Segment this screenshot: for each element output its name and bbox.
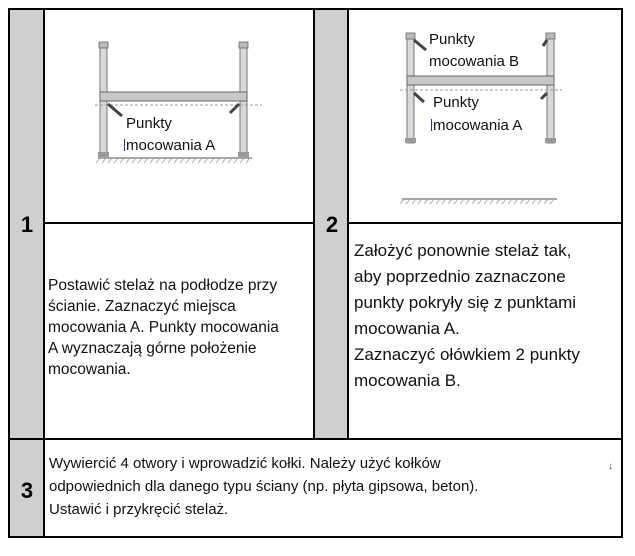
text-line: odpowiednich dla danego typu ściany (np. płyta gipsowa, beton). bbox=[49, 478, 479, 495]
step-2-number: 2 bbox=[325, 212, 339, 237]
text-line: Zaznaczyć ołówkiem 2 punkty bbox=[354, 345, 580, 364]
text-line: Ustawić i przykręcić stelaż. bbox=[49, 501, 229, 518]
text-line: mocowania A. bbox=[354, 319, 460, 338]
step-2-label-a-line1: Punkty bbox=[433, 94, 479, 111]
step-1-instructions bbox=[48, 275, 313, 380]
step-2-label-a-line2: mocowania A bbox=[433, 117, 523, 134]
step-1-label-line2: mocowania A bbox=[126, 137, 216, 154]
text-line: punkty pokryły się z punktami bbox=[354, 293, 577, 312]
text-line: Wywiercić 4 otwory i wprowadzić kołki. Należy użyć kołków bbox=[49, 455, 441, 472]
text-line: A wyznaczają górne położenie bbox=[48, 340, 257, 357]
text-line: Założyć ponownie stelaż tak, bbox=[354, 241, 572, 260]
text-line: mocowania. bbox=[48, 361, 131, 378]
step-1-number: 1 bbox=[20, 212, 34, 237]
text-line: mocowania A. Punkty mocowania bbox=[48, 319, 279, 336]
step-2-label-b-line1: Punkty bbox=[429, 31, 475, 48]
step-3-instructions bbox=[49, 452, 609, 521]
text-line: Postawić stelaż na podłodze przy bbox=[48, 277, 278, 294]
text-cursor bbox=[431, 119, 432, 131]
text-line: aby poprzednio zaznaczone bbox=[354, 267, 566, 286]
step-2-instructions bbox=[354, 238, 619, 394]
text-line: mocowania B. bbox=[354, 371, 461, 390]
text-line: ścianie. Zaznaczyć miejsca bbox=[48, 298, 236, 315]
arrow-down-icon: ↓ bbox=[608, 461, 613, 472]
step-1-label-line1: Punkty bbox=[126, 115, 172, 132]
step-3-number: 3 bbox=[20, 478, 34, 503]
step-2-label-b-line2: mocowania B bbox=[429, 53, 520, 70]
